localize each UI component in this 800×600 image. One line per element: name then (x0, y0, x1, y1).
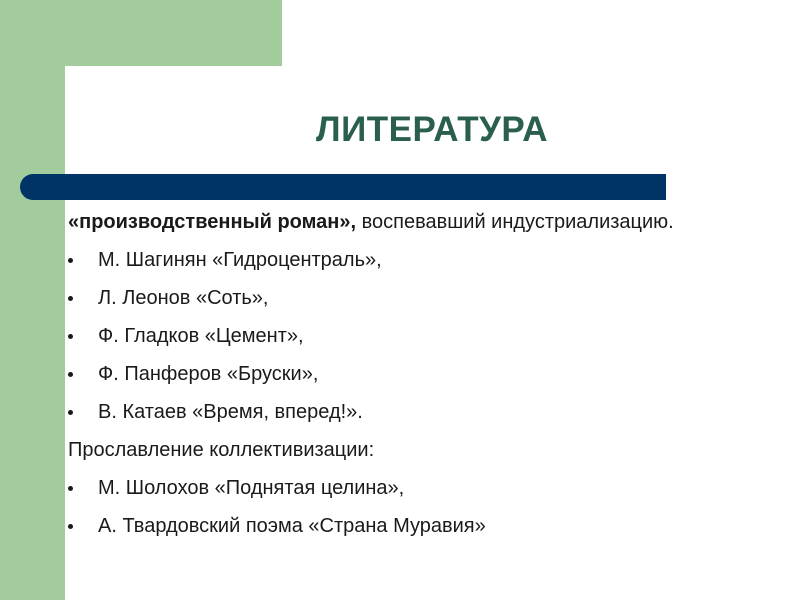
list-item (68, 284, 768, 312)
section-heading: Прославление коллективизации: (68, 439, 375, 461)
list-item-text: Л. Леонов «Соть», (98, 287, 269, 309)
intro-rest-text: воспевавший индустриализацию. (356, 211, 674, 233)
list-item (68, 360, 768, 388)
bullet-icon (68, 410, 73, 415)
bullet-icon (68, 524, 73, 529)
green-top-block (0, 0, 282, 66)
title-divider-bar (20, 174, 666, 200)
list-item (68, 246, 768, 274)
intro-bold-text: «производственный роман», (68, 211, 357, 233)
list-item-text: А. Твардовский поэма «Страна Муравия» (98, 515, 486, 537)
slide-title: ЛИТЕРАТУРА (316, 110, 548, 149)
bullet-icon (68, 258, 73, 263)
list-item-text: Ф. Панферов «Бруски», (98, 363, 319, 385)
list-item-text: В. Катаев «Время, вперед!». (98, 401, 363, 423)
list-item-text: Ф. Гладков «Цемент», (98, 325, 304, 347)
list-item (68, 398, 768, 426)
list-item-text: М. Шолохов «Поднятая целина», (98, 477, 405, 499)
list-item-text: М. Шагинян «Гидроцентраль», (98, 249, 382, 271)
slide-content (68, 208, 768, 540)
list-item (68, 512, 768, 540)
bullet-icon (68, 296, 73, 301)
intro-paragraph (68, 208, 768, 236)
bullet-icon (68, 372, 73, 377)
bullet-icon (68, 334, 73, 339)
bullet-icon (68, 486, 73, 491)
list-item (68, 474, 768, 502)
green-side-bar (0, 0, 65, 600)
list-item (68, 322, 768, 350)
